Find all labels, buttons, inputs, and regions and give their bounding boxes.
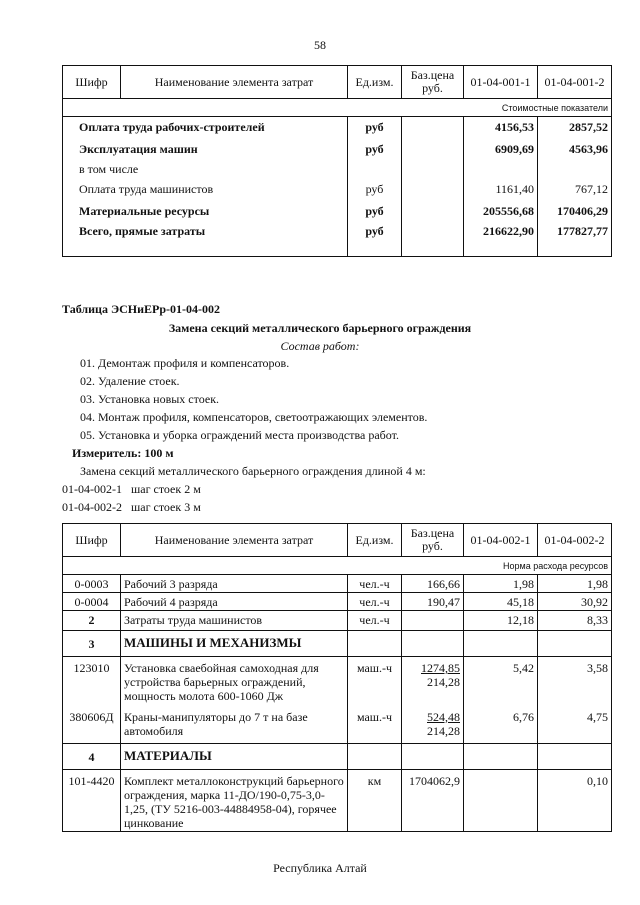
row-value-1: 6909,69 xyxy=(464,139,538,159)
header-name: Наименование элемента затрат xyxy=(121,66,348,99)
row-name: в том числе xyxy=(63,159,348,179)
row-unit: чел.-ч xyxy=(348,593,402,611)
section-row xyxy=(63,631,612,657)
row-value-2: 767,12 xyxy=(538,179,612,201)
code-text: шаг стоек 2 м xyxy=(131,482,201,496)
row-unit: чел.-ч xyxy=(348,611,402,631)
row-unit: маш.-ч xyxy=(348,657,402,708)
section-name: МАТЕРИАЛЫ xyxy=(121,744,348,770)
cost-table xyxy=(62,65,612,257)
code-item xyxy=(62,482,201,497)
row-value-1: 5,42 xyxy=(464,657,538,708)
header-code: Шифр xyxy=(63,524,121,557)
row-name: Эксплуатация машин xyxy=(63,139,348,159)
price-sub: 214,28 xyxy=(427,723,460,738)
row-code: 0-0004 xyxy=(63,593,121,611)
row-unit: маш.-ч xyxy=(348,708,402,744)
price-sub: 214,28 xyxy=(427,675,460,689)
table-row xyxy=(63,221,612,257)
table-row xyxy=(63,611,612,631)
table-row xyxy=(63,657,612,708)
row-value-2: 30,92 xyxy=(538,593,612,611)
cost-subheader: Стоимостные показатели xyxy=(63,99,612,117)
row-value-1 xyxy=(464,770,538,832)
row-code: 101-4420 xyxy=(63,770,121,832)
row-value-2: 8,33 xyxy=(538,611,612,631)
code-text: шаг стоек 3 м xyxy=(131,500,201,514)
header-price: Баз.цена руб. xyxy=(402,524,464,557)
header-col2: 01-04-001-2 xyxy=(538,66,612,99)
step-item: 02. Удаление стоек. xyxy=(80,374,180,388)
table-row xyxy=(63,159,612,179)
header-name: Наименование элемента затрат xyxy=(121,524,348,557)
step-item: 05. Установка и уборка ограждений места производства работ. xyxy=(80,428,399,442)
row-value-2: 170406,29 xyxy=(538,201,612,221)
row-value-1: 216622,90 xyxy=(464,221,538,257)
header-unit: Ед.изм. xyxy=(348,66,402,99)
row-name: Материальные ресурсы xyxy=(63,201,348,221)
table-row xyxy=(63,708,612,744)
row-value-2: 4563,96 xyxy=(538,139,612,159)
row-code: 3 xyxy=(63,631,121,657)
row-unit: руб xyxy=(348,117,402,139)
section-row xyxy=(63,744,612,770)
row-value-1: 12,18 xyxy=(464,611,538,631)
row-value-1: 205556,68 xyxy=(464,201,538,221)
table-row xyxy=(63,117,612,139)
cost-table-header xyxy=(63,66,612,99)
row-unit: руб xyxy=(348,221,402,257)
row-name: Рабочий 4 разряда xyxy=(121,593,348,611)
table-row xyxy=(63,593,612,611)
row-value-2: 1,98 xyxy=(538,575,612,593)
row-value-1: 45,18 xyxy=(464,593,538,611)
table-row xyxy=(63,179,612,201)
row-name: Всего, прямые затраты xyxy=(63,221,348,257)
row-unit: км xyxy=(348,770,402,832)
row-code: 4 xyxy=(63,744,121,770)
row-name: Затраты труда машинистов xyxy=(121,611,348,631)
row-name: Оплата труда машинистов xyxy=(63,179,348,201)
row-name: Установка сваебойная самоходная для устройства барьерных ограждений, мощность молота 600-1060 Дж xyxy=(121,657,348,708)
row-price: 190,47 xyxy=(402,593,464,611)
row-value-2: 2857,52 xyxy=(538,117,612,139)
header-col2: 01-04-002-2 xyxy=(538,524,612,557)
row-price xyxy=(402,657,464,708)
row-unit: чел.-ч xyxy=(348,575,402,593)
row-code: 123010 xyxy=(63,657,121,708)
resource-subheader: Норма расхода ресурсов xyxy=(63,557,612,575)
section-title: Замена секций металлического барьерного ограждения xyxy=(168,321,472,335)
row-unit: руб xyxy=(348,201,402,221)
header-col1: 01-04-002-1 xyxy=(464,524,538,557)
header-code: Шифр xyxy=(63,66,121,99)
step-item: 01. Демонтаж профиля и компенсаторов. xyxy=(80,356,290,370)
row-value-1: 1,98 xyxy=(464,575,538,593)
table-row xyxy=(63,139,612,159)
row-value-2: 4,75 xyxy=(538,708,612,744)
measure: Измеритель: 100 м xyxy=(72,446,174,460)
page-number: 58 xyxy=(314,38,326,52)
price-main: 524,48 xyxy=(427,709,460,724)
row-value-2: 3,58 xyxy=(538,657,612,708)
row-value-1: 6,76 xyxy=(464,708,538,744)
table-label: Таблица ЭСНиЕРр-01-04-002 xyxy=(62,302,221,316)
row-value-2: 0,10 xyxy=(538,770,612,832)
row-unit: руб xyxy=(348,179,402,201)
header-price: Баз.цена руб. xyxy=(402,66,464,99)
row-value-1: 4156,53 xyxy=(464,117,538,139)
footer-region: Республика Алтай xyxy=(273,861,367,875)
row-code: 380606Д xyxy=(63,708,121,744)
step-item: 03. Установка новых стоек. xyxy=(80,392,220,406)
cost-rows xyxy=(63,117,612,257)
row-code: 2 xyxy=(63,611,121,631)
row-name: Рабочий 3 разряда xyxy=(121,575,348,593)
code: 01-04-002-1 xyxy=(62,482,122,496)
row-value-2: 177827,77 xyxy=(538,221,612,257)
price-main: 1274,85 xyxy=(421,661,460,675)
row-code: 0-0003 xyxy=(63,575,121,593)
row-name: Комплект металлоконструкций барьерного ограждения, марка 11-ДО/190-0,75-3,0-1,25, (ТУ 5216-003-44884958-04), горячее цинкование xyxy=(121,770,348,832)
description: Замена секций металлического барьерного ограждения длиной 4 м: xyxy=(80,464,426,478)
header-unit: Ед.изм. xyxy=(348,524,402,557)
code-item xyxy=(62,500,201,515)
composition-label: Состав работ: xyxy=(280,339,360,353)
step-item: 04. Монтаж профиля, компенсаторов, светоотражающих элементов. xyxy=(80,410,428,424)
section-name: МАШИНЫ И МЕХАНИЗМЫ xyxy=(121,631,348,657)
row-value-1: 1161,40 xyxy=(464,179,538,201)
code: 01-04-002-2 xyxy=(62,500,122,514)
row-price xyxy=(402,708,464,744)
resource-table-header xyxy=(63,524,612,557)
table-row xyxy=(63,201,612,221)
table-row xyxy=(63,770,612,832)
resource-table xyxy=(62,523,612,832)
row-name: Краны-манипуляторы до 7 т на базе автомобиля xyxy=(121,708,348,744)
row-unit: руб xyxy=(348,139,402,159)
row-price: 1704062,9 xyxy=(402,770,464,832)
header-col1: 01-04-001-1 xyxy=(464,66,538,99)
row-name: Оплата труда рабочих-строителей xyxy=(63,117,348,139)
row-price: 166,66 xyxy=(402,575,464,593)
table-row xyxy=(63,575,612,593)
